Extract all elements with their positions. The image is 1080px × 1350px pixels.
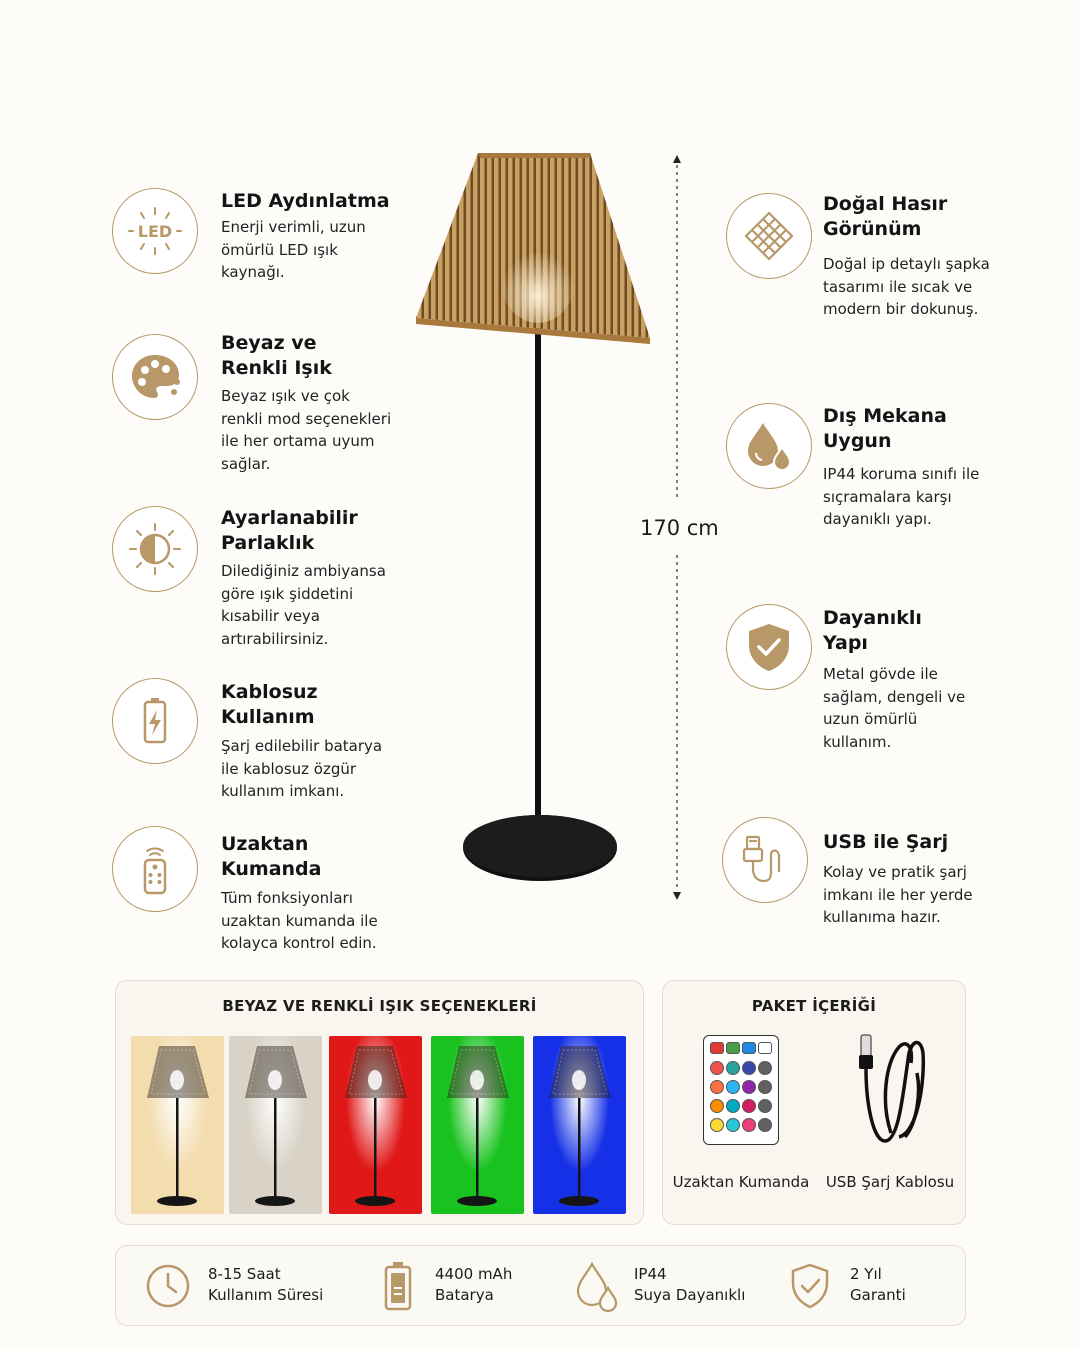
battery-stat-icon xyxy=(382,1260,414,1312)
remote-key xyxy=(710,1042,724,1054)
remote-key xyxy=(742,1080,756,1094)
package-title: PAKET İÇERİĞİ xyxy=(751,997,877,1015)
feature-desc: Enerji verimli, uzun ömürlü LED ışık kaynağı. xyxy=(221,218,366,281)
feature-desc: IP44 koruma sınıfı ile sıçramalara karşı dayanıklı yapı. xyxy=(823,465,980,528)
remote-key xyxy=(758,1118,772,1132)
remote-key xyxy=(726,1080,740,1094)
remote-key xyxy=(758,1080,772,1094)
height-label: 170 cm xyxy=(640,516,719,540)
feature-title: Dış Mekana Uygun xyxy=(823,405,947,452)
usb-cable-icon xyxy=(722,817,808,903)
product-lamp xyxy=(410,148,660,908)
feature-desc: Metal gövde ile sağlam, dengeli ve uzun ömürlü kullanım. xyxy=(823,665,966,751)
light-swatch-green xyxy=(431,1036,524,1214)
feature-title: Doğal Hasır Görünüm xyxy=(823,193,948,240)
svg-text:LED: LED xyxy=(137,222,173,241)
shield-check-icon xyxy=(726,604,812,690)
water-drops-icon xyxy=(726,403,812,489)
remote-key xyxy=(726,1118,740,1132)
stat-value: 8-15 Saat xyxy=(208,1265,281,1283)
stat-value: 4400 mAh xyxy=(435,1265,513,1283)
remote-key xyxy=(758,1061,772,1075)
remote-icon xyxy=(112,826,198,912)
remote-key xyxy=(758,1099,772,1113)
package-item-usb: USB Şarj Kablosu xyxy=(825,1173,955,1191)
feature-title: Ayarlanabilir Parlaklık xyxy=(221,507,358,554)
feature-desc: Dilediğiniz ambiyansa göre ışık şiddetini kısabilir veya artırabilirsiniz. xyxy=(221,562,386,648)
stat-value: 2 Yıl xyxy=(850,1265,882,1283)
light-swatch-warm xyxy=(131,1036,224,1214)
stat-label: Kullanım Süresi xyxy=(208,1286,324,1304)
drops-stat-icon xyxy=(574,1260,620,1312)
feature-title: USB ile Şarj xyxy=(823,831,949,853)
remote-key xyxy=(742,1118,756,1132)
remote-control-image xyxy=(703,1035,779,1145)
battery-icon xyxy=(112,678,198,764)
remote-key xyxy=(710,1061,724,1075)
palette-icon xyxy=(112,334,198,420)
stat-label: Batarya xyxy=(435,1286,494,1304)
remote-key xyxy=(726,1061,740,1075)
brightness-icon xyxy=(112,506,198,592)
stat-value: IP44 xyxy=(634,1265,667,1283)
feature-desc: Şarj edilebilir batarya ile kablosuz özgür kullanım imkanı. xyxy=(221,737,383,800)
feature-desc: Tüm fonksiyonları uzaktan kumanda ile kolayca kontrol edin. xyxy=(221,889,378,952)
stat-label: Garanti xyxy=(850,1286,906,1304)
stats-bar xyxy=(115,1245,966,1326)
remote-key xyxy=(742,1099,756,1113)
clock-icon xyxy=(144,1262,192,1310)
package-item-remote: Uzaktan Kumanda xyxy=(672,1173,810,1191)
usb-cable-image xyxy=(851,1033,931,1145)
light-options-title: BEYAZ VE RENKLİ IŞIK SEÇENEKLERİ xyxy=(222,997,537,1015)
feature-desc: Kolay ve pratik şarj imkanı ile her yerde kullanıma hazır. xyxy=(823,863,973,926)
light-swatch-red xyxy=(329,1036,422,1214)
stat-label: Suya Dayanıklı xyxy=(634,1286,746,1304)
feature-title: LED Aydınlatma xyxy=(221,190,390,212)
remote-key xyxy=(726,1099,740,1113)
shield-stat-icon xyxy=(788,1262,832,1310)
remote-key xyxy=(742,1042,756,1054)
light-swatch-blue xyxy=(533,1036,626,1214)
remote-key xyxy=(726,1042,740,1054)
light-options-panel xyxy=(115,980,644,1225)
feature-title: Dayanıklı Yapı xyxy=(823,607,922,654)
feature-desc: Beyaz ışık ve çok renkli mod seçenekleri ile her ortama uyum sağlar. xyxy=(221,387,392,473)
light-swatch-neutral xyxy=(229,1036,322,1214)
feature-title: Uzaktan Kumanda xyxy=(221,833,322,880)
remote-key xyxy=(758,1042,772,1054)
remote-key xyxy=(710,1118,724,1132)
feature-title: Beyaz ve Renkli Işık xyxy=(221,332,332,379)
led-icon xyxy=(112,188,198,274)
remote-key xyxy=(710,1080,724,1094)
remote-key xyxy=(742,1061,756,1075)
package-panel xyxy=(662,980,966,1225)
feature-title: Kablosuz Kullanım xyxy=(221,681,318,728)
feature-desc: Doğal ip detaylı şapka tasarımı ile sıcak ve modern bir dokunuş. xyxy=(823,255,990,318)
weave-icon xyxy=(726,193,812,279)
remote-key xyxy=(710,1099,724,1113)
